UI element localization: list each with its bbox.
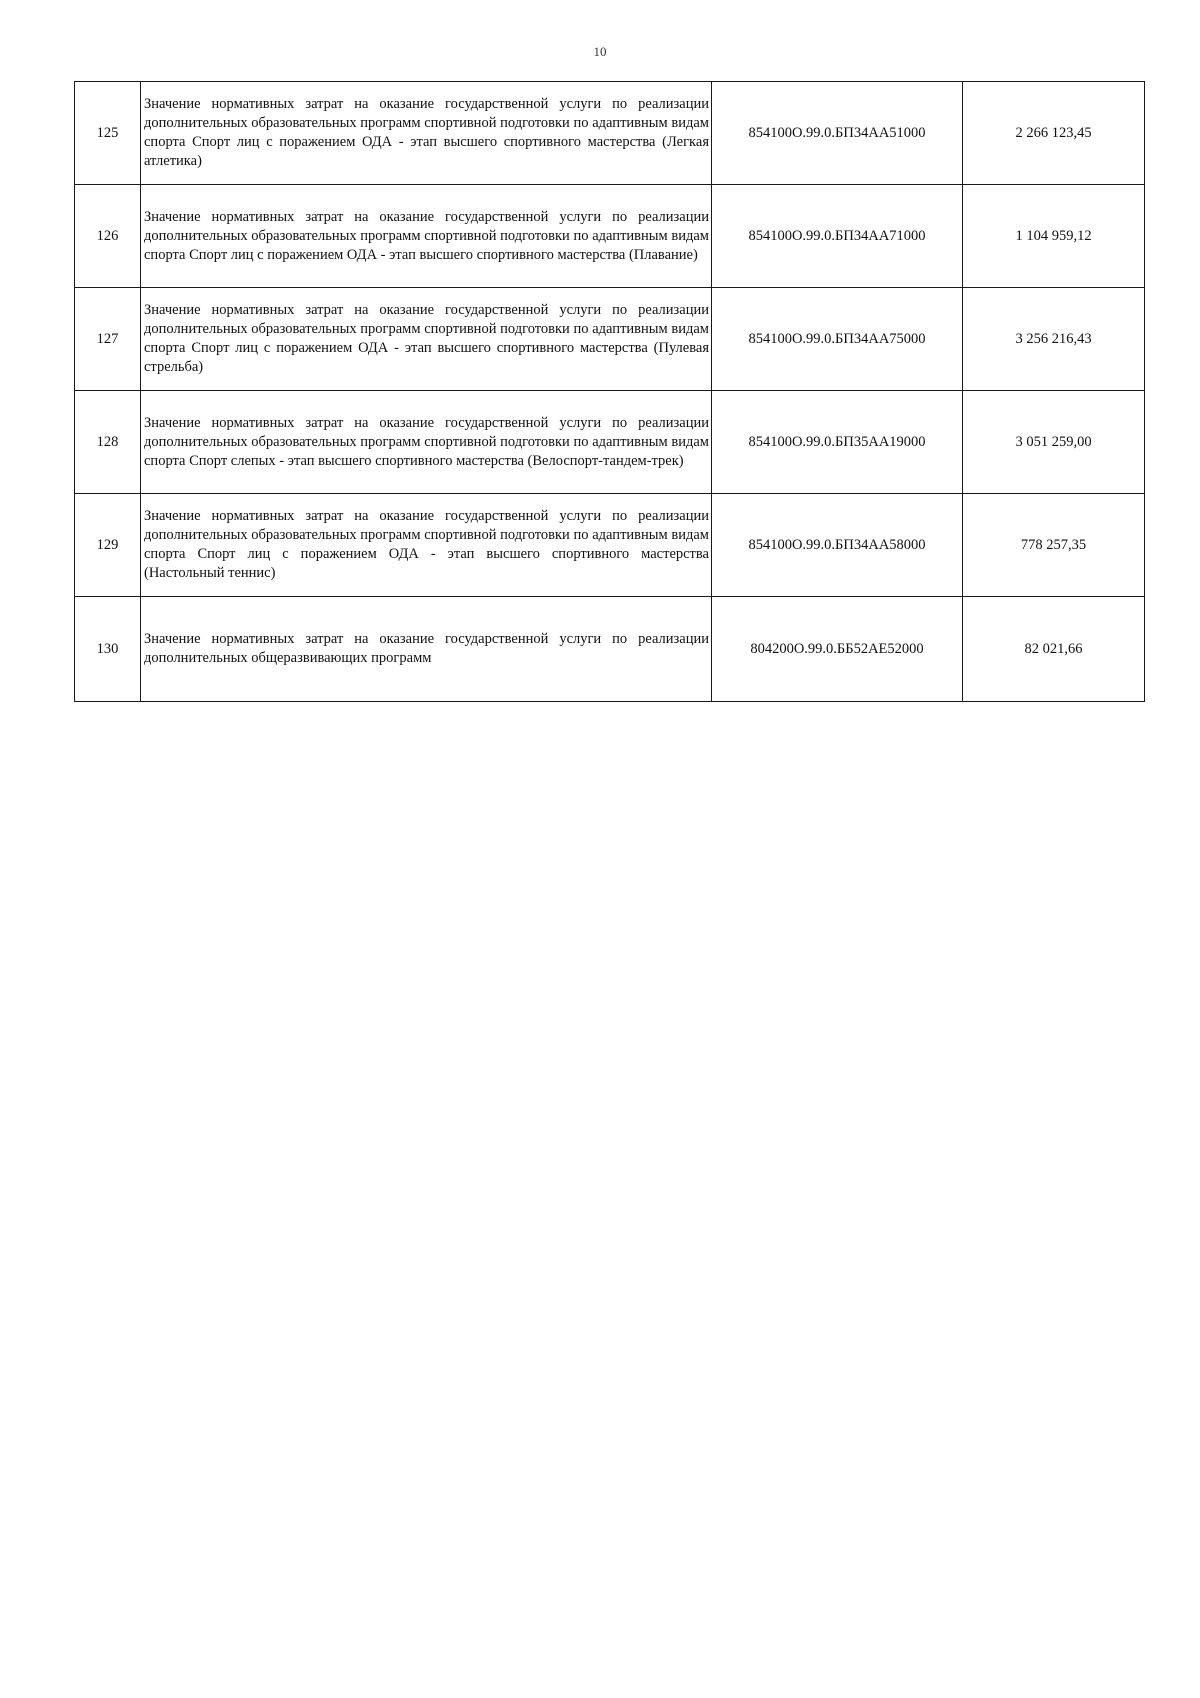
row-description: Значение нормативных затрат на оказание государственной услуги по реализации дополнительных образовательных программ спортивной подготовки по адаптивным видам спорта Спорт лиц с поражением ОДА - этап высшего спортивного мастерства (Плавание)	[141, 185, 712, 288]
row-value: 2 266 123,45	[963, 82, 1145, 185]
row-value: 3 256 216,43	[963, 288, 1145, 391]
table-row	[75, 185, 1145, 288]
table-row	[75, 288, 1145, 391]
row-number: 128	[75, 391, 141, 494]
row-value: 778 257,35	[963, 494, 1145, 597]
row-number: 127	[75, 288, 141, 391]
row-description: Значение нормативных затрат на оказание государственной услуги по реализации дополнительных образовательных программ спортивной подготовки по адаптивным видам спорта Спорт лиц с поражением ОДА - этап высшего спортивного мастерства (Настольный теннис)	[141, 494, 712, 597]
row-code: 854100О.99.0.БП34АА75000	[712, 288, 963, 391]
row-number: 125	[75, 82, 141, 185]
row-number: 130	[75, 597, 141, 702]
row-number: 129	[75, 494, 141, 597]
table-row	[75, 82, 1145, 185]
row-code: 854100О.99.0.БП34АА71000	[712, 185, 963, 288]
row-description: Значение нормативных затрат на оказание государственной услуги по реализации дополнительных образовательных программ спортивной подготовки по адаптивным видам спорта Спорт лиц с поражением ОДА - этап высшего спортивного мастерства (Легкая атлетика)	[141, 82, 712, 185]
normative-costs-table	[74, 81, 1145, 702]
row-code: 854100О.99.0.БП34АА58000	[712, 494, 963, 597]
row-value: 82 021,66	[963, 597, 1145, 702]
page-number: 10	[593, 44, 607, 59]
row-code: 854100О.99.0.БП34АА51000	[712, 82, 963, 185]
row-value: 1 104 959,12	[963, 185, 1145, 288]
table-row	[75, 494, 1145, 597]
row-number: 126	[75, 185, 141, 288]
table-row	[75, 391, 1145, 494]
row-code: 854100О.99.0.БП35АА19000	[712, 391, 963, 494]
row-description: Значение нормативных затрат на оказание государственной услуги по реализации дополнительных общеразвивающих программ	[141, 597, 712, 702]
row-description: Значение нормативных затрат на оказание государственной услуги по реализации дополнительных образовательных программ спортивной подготовки по адаптивным видам спорта Спорт слепых - этап высшего спортивного мастерства (Велоспорт-тандем-трек)	[141, 391, 712, 494]
row-code: 804200О.99.0.ББ52АЕ52000	[712, 597, 963, 702]
table-row	[75, 597, 1145, 702]
row-description: Значение нормативных затрат на оказание государственной услуги по реализации дополнительных образовательных программ спортивной подготовки по адаптивным видам спорта Спорт лиц с поражением ОДА - этап высшего спортивного мастерства (Пулевая стрельба)	[141, 288, 712, 391]
row-value: 3 051 259,00	[963, 391, 1145, 494]
